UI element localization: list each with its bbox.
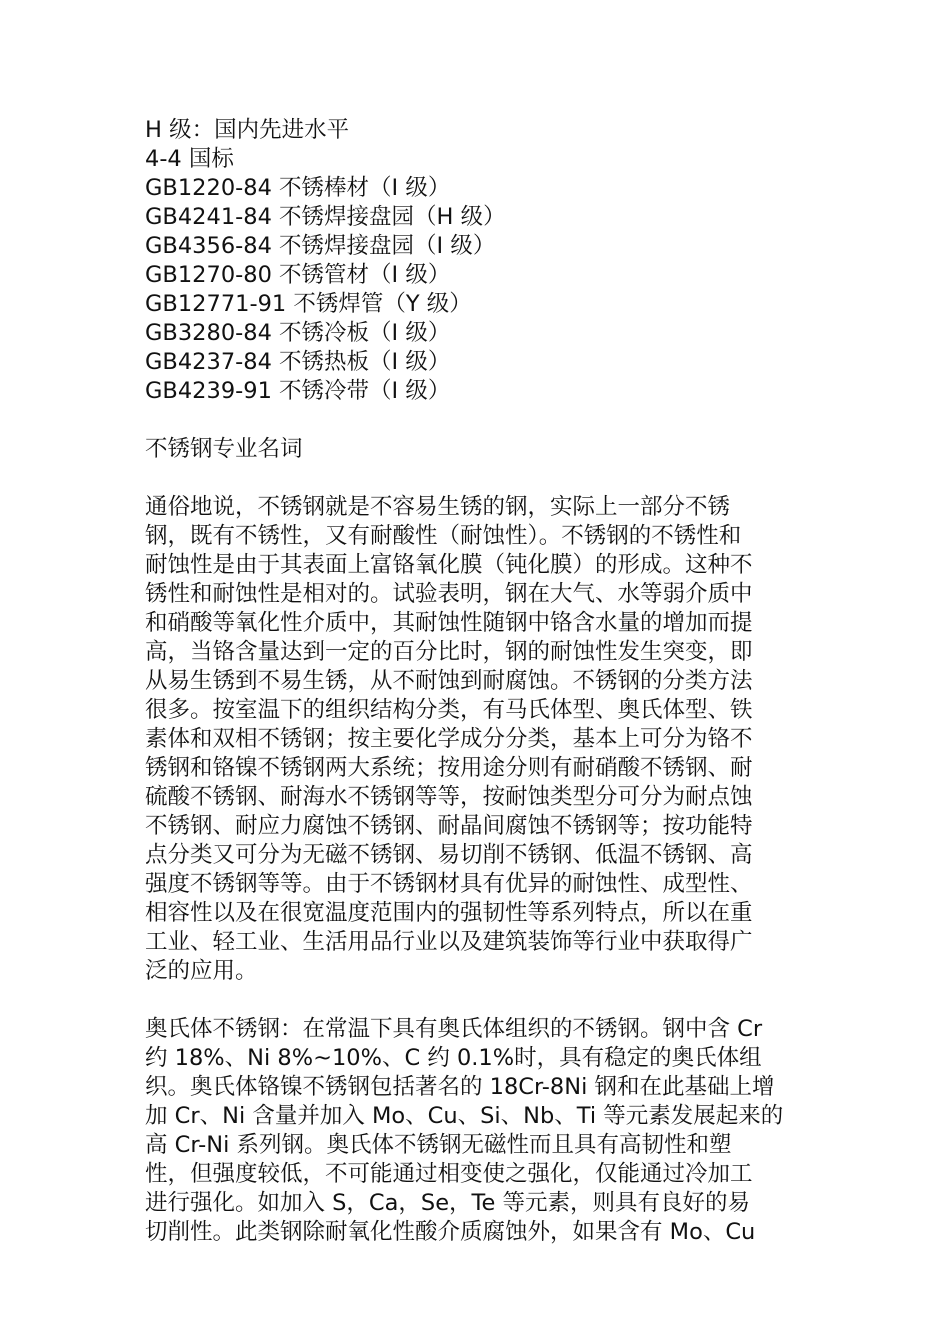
- paragraph-line: 织。奥氏体铬镍不锈钢包括著名的 18Cr-8Ni 钢和在此基础上增: [145, 1074, 775, 1100]
- paragraph-line: 高 Cr-Ni 系列钢。奥氏体不锈钢无磁性而且具有高韧性和塑: [145, 1132, 732, 1158]
- paragraph-definition: [145, 493, 810, 986]
- paragraph-line: 进行强化。如加入 S，Ca，Se，Te 等元素，则具有良好的易: [145, 1190, 750, 1216]
- standard-item: GB1270-80 不锈管材（I 级）: [145, 262, 451, 288]
- standard-item: GB4237-84 不锈热板（I 级）: [145, 349, 451, 375]
- standard-item: GB4241-84 不锈焊接盘园（H 级）: [145, 204, 506, 230]
- paragraph-line: 锈性和耐蚀性是相对的。试验表明，钢在大气、水等弱介质中: [145, 581, 753, 607]
- paragraph-line: 点分类又可分为无磁不锈钢、易切削不锈钢、低温不锈钢、高: [145, 842, 753, 868]
- standard-item: GB1220-84 不锈棒材（I 级）: [145, 175, 451, 201]
- paragraph-spacer: [145, 986, 810, 1015]
- paragraph-line: 锈钢和铬镍不锈钢两大系统；按用途分则有耐硝酸不锈钢、耐: [145, 755, 753, 781]
- paragraph-line: 通俗地说，不锈钢就是不容易生锈的钢，实际上一部分不锈: [145, 494, 731, 520]
- document-body: [145, 116, 810, 1247]
- standards-title: 4-4 国标: [145, 146, 234, 172]
- paragraph-line: 性，但强度较低，不可能通过相变使之强化，仅能通过冷加工: [145, 1161, 753, 1187]
- standard-item: GB12771-91 不锈焊管（Y 级）: [145, 291, 472, 317]
- paragraph-line: 泛的应用。: [145, 958, 258, 984]
- section-title: 不锈钢专业名词: [145, 436, 303, 462]
- paragraph-line: 不锈钢、耐应力腐蚀不锈钢、耐晶间腐蚀不锈钢等；按功能特: [145, 813, 753, 839]
- paragraph-line: 相容性以及在很宽温度范围内的强韧性等系列特点，所以在重: [145, 900, 753, 926]
- paragraph-line: 硫酸不锈钢、耐海水不锈钢等等，按耐蚀类型分可分为耐点蚀: [145, 784, 753, 810]
- paragraph-line: 切削性。此类钢除耐氧化性酸介质腐蚀外，如果含有 Mo、Cu: [145, 1219, 756, 1245]
- standard-item: GB4356-84 不锈焊接盘园（I 级）: [145, 233, 496, 259]
- paragraph-spacer: [145, 406, 810, 435]
- paragraph-line: 奥氏体不锈钢：在常温下具有奥氏体组织的不锈钢。钢中含 Cr: [145, 1016, 763, 1042]
- paragraph-line: 钢，既有不锈性，又有耐酸性（耐蚀性）。不锈钢的不锈性和: [145, 523, 742, 549]
- paragraph-spacer: [145, 464, 810, 493]
- paragraph-line: 和硝酸等氧化性介质中，其耐蚀性随钢中铬含水量的增加而提: [145, 610, 753, 636]
- paragraph-austenitic: [145, 1015, 810, 1247]
- paragraph-line: 加 Cr、Ni 含量并加入 Mo、Cu、Si、Nb、Ti 等元素发展起来的: [145, 1103, 784, 1129]
- paragraph-line: 耐蚀性是由于其表面上富铬氧化膜（钝化膜）的形成。这种不: [145, 552, 753, 578]
- paragraph-line: 约 18%、Ni 8%~10%、C 约 0.1%时，具有稳定的奥氏体组: [145, 1045, 762, 1071]
- standards-list: [145, 174, 810, 406]
- paragraph-line: 高，当铬含量达到一定的百分比时，钢的耐蚀性发生突变，即: [145, 639, 753, 665]
- standard-item: GB3280-84 不锈冷板（I 级）: [145, 320, 451, 346]
- paragraph-line: 工业、轻工业、生活用品行业以及建筑装饰等行业中获取得广: [145, 929, 753, 955]
- paragraph-line: 很多。按室温下的组织结构分类，有马氏体型、奥氏体型、铁: [145, 697, 753, 723]
- standard-item: GB4239-91 不锈冷带（I 级）: [145, 378, 451, 404]
- standards-header: H 级：国内先进水平: [145, 117, 350, 143]
- paragraph-line: 强度不锈钢等等。由于不锈钢材具有优异的耐蚀性、成型性、: [145, 871, 753, 897]
- paragraph-line: 从易生锈到不易生锈，从不耐蚀到耐腐蚀。不锈钢的分类方法: [145, 668, 753, 694]
- paragraph-line: 素体和双相不锈钢；按主要化学成分分类，基本上可分为铬不: [145, 726, 753, 752]
